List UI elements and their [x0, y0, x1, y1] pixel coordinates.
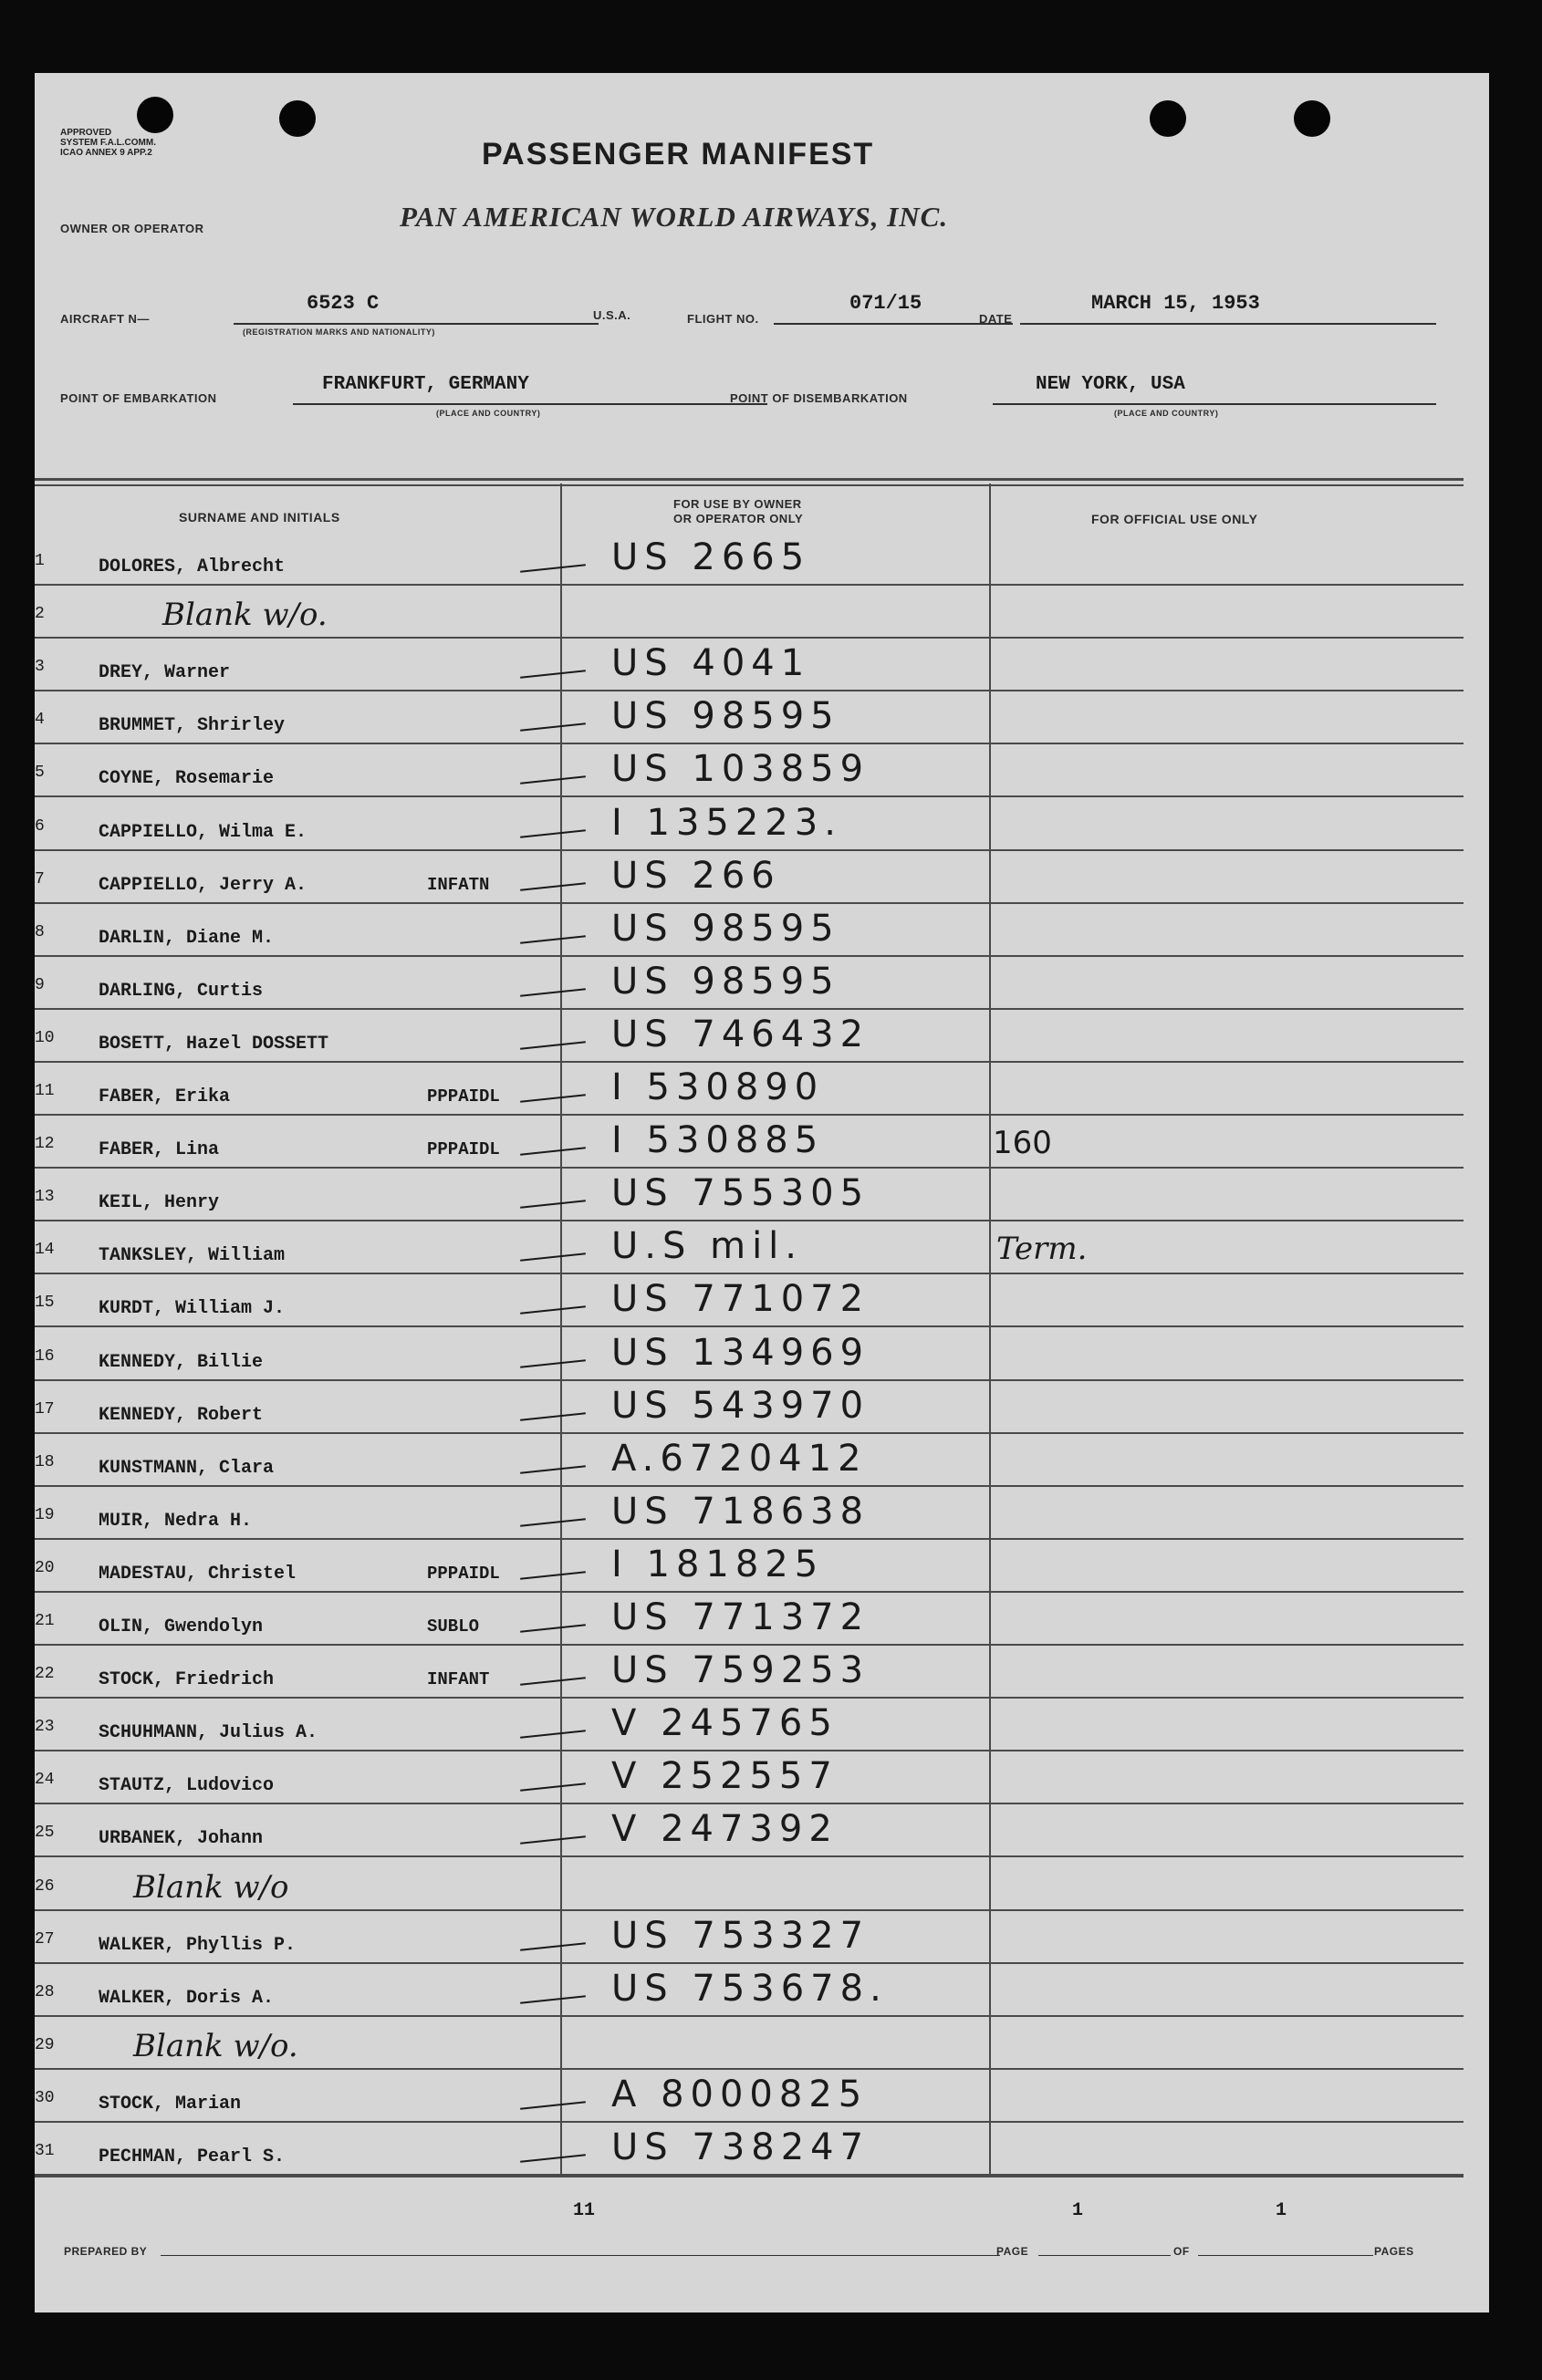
passenger-note: PPPAIDL — [427, 1086, 500, 1107]
operator-column-header: OR OPERATOR ONLY — [673, 512, 804, 525]
row-rule — [35, 690, 1464, 691]
page-underline — [1038, 2255, 1171, 2256]
passenger-name: DARLING, Curtis — [99, 981, 264, 1002]
row-number: 18 — [35, 1453, 55, 1471]
row-number: 7 — [35, 870, 45, 889]
operator-name: PAN AMERICAN WORLD AIRWAYS, INC. — [400, 201, 949, 233]
passenger-name: KURDT, William J. — [99, 1298, 286, 1319]
check-dash — [520, 670, 586, 679]
row-rule — [35, 1485, 1464, 1487]
check-dash — [520, 829, 586, 838]
embarkation-label: POINT OF EMBARKATION — [60, 391, 217, 405]
embarkation-value: FRANKFURT, GERMANY — [322, 374, 529, 395]
row-number: 26 — [35, 1877, 55, 1896]
row-rule — [35, 795, 1464, 797]
aircraft-label: AIRCRAFT N— — [60, 312, 150, 326]
row-rule — [35, 743, 1464, 744]
embarkation-caption: (PLACE AND COUNTRY) — [436, 409, 541, 418]
passenger-note: SUBLO — [427, 1616, 480, 1637]
passenger-total: 11 — [573, 2200, 596, 2221]
row-number: 24 — [35, 1771, 55, 1789]
check-dash — [520, 1412, 586, 1421]
passenger-name: DARLIN, Diane M. — [99, 928, 275, 949]
page-count: 1 — [1276, 2200, 1287, 2221]
check-dash — [520, 1571, 586, 1580]
passport-number: V 247392 — [611, 1808, 839, 1850]
row-rule — [35, 1803, 1464, 1804]
passport-number: US 755305 — [611, 1172, 870, 1214]
row-number: 14 — [35, 1241, 55, 1259]
passport-number: US 771072 — [611, 1278, 870, 1320]
date-underline — [1020, 323, 1436, 325]
passport-number: A.6720412 — [611, 1438, 868, 1480]
row-rule — [35, 1432, 1464, 1434]
row-number: 13 — [35, 1188, 55, 1206]
passenger-name: FABER, Erika — [99, 1086, 231, 1107]
passport-number: U.S mil. — [611, 1225, 804, 1267]
check-dash — [520, 1305, 586, 1315]
row-number: 19 — [35, 1506, 55, 1524]
passenger-name: BOSETT, Hazel DOSSETT — [99, 1034, 329, 1055]
row-rule — [35, 1379, 1464, 1381]
passenger-note: PPPAIDL — [427, 1139, 500, 1159]
check-dash — [520, 1942, 586, 1951]
official-column-header: FOR OFFICIAL USE ONLY — [1091, 512, 1258, 526]
row-number: 6 — [35, 817, 45, 836]
passenger-name: KENNEDY, Robert — [99, 1405, 264, 1426]
blank-annotation: Blank w/o — [133, 1869, 289, 1906]
passport-number: US 718638 — [611, 1491, 870, 1533]
passport-number: I 530890 — [611, 1066, 825, 1108]
passport-number: I 181825 — [611, 1543, 825, 1585]
row-rule — [35, 1325, 1464, 1327]
passport-number: V 252557 — [611, 1755, 839, 1797]
row-number: 31 — [35, 2142, 55, 2160]
check-dash — [520, 1995, 586, 2004]
passenger-name: CAPPIELLO, Wilma E. — [99, 822, 307, 843]
row-rule — [35, 902, 1464, 904]
check-dash — [520, 988, 586, 997]
approval-line: APPROVED — [60, 128, 112, 138]
approval-line: SYSTEM F.A.L.COMM. — [60, 138, 156, 148]
row-rule — [35, 2068, 1464, 2070]
passenger-name: SCHUHMANN, Julius A. — [99, 1722, 318, 1743]
passenger-name: OLIN, Gwendolyn — [99, 1616, 264, 1637]
row-number: 23 — [35, 1718, 55, 1736]
check-dash — [520, 1624, 586, 1633]
row-number: 5 — [35, 764, 45, 782]
passport-number: US 543970 — [611, 1385, 870, 1427]
passport-number: US 4041 — [611, 642, 811, 684]
check-dash — [520, 1782, 586, 1792]
disembarkation-caption: (PLACE AND COUNTRY) — [1114, 409, 1219, 418]
of-label: OF — [1173, 2245, 1190, 2258]
manifest-sheet — [35, 73, 1489, 2312]
table-top-rule — [35, 478, 1464, 481]
passport-number: US 759253 — [611, 1649, 870, 1691]
prepared-by-underline — [161, 2255, 1000, 2256]
flight-value: 071/15 — [849, 292, 922, 315]
passenger-name: STAUTZ, Ludovico — [99, 1775, 275, 1796]
row-number: 25 — [35, 1824, 55, 1842]
passenger-name: URBANEK, Johann — [99, 1828, 264, 1849]
flight-underline — [774, 323, 1013, 325]
row-rule — [35, 2015, 1464, 2017]
official-mark: Term. — [996, 1231, 1088, 1267]
page-label: PAGE — [996, 2245, 1029, 2258]
passport-number: I 530885 — [611, 1119, 825, 1161]
passport-number: A 8000825 — [611, 2073, 869, 2115]
passport-number: US 103859 — [611, 748, 870, 790]
passport-number: US 746432 — [611, 1013, 870, 1055]
passenger-name: MADESTAU, Christel — [99, 1564, 297, 1585]
country-label: U.S.A. — [593, 308, 631, 322]
row-rule — [35, 1750, 1464, 1751]
passport-number: US 98595 — [611, 908, 840, 950]
operator-label: OWNER OR OPERATOR — [60, 222, 204, 235]
flight-label: FLIGHT NO. — [687, 312, 759, 326]
passenger-name: CAPPIELLO, Jerry A. — [99, 875, 307, 896]
row-number: 22 — [35, 1665, 55, 1683]
date-value: MARCH 15, 1953 — [1091, 292, 1260, 315]
aircraft-underline — [234, 323, 599, 325]
passenger-name: BRUMMET, Shrirley — [99, 715, 286, 736]
column-divider — [989, 483, 991, 2176]
row-rule — [35, 2121, 1464, 2123]
passenger-name: STOCK, Marian — [99, 2094, 242, 2115]
passenger-name: KENNEDY, Billie — [99, 1352, 264, 1373]
row-number: 30 — [35, 2089, 55, 2107]
row-rule — [35, 1644, 1464, 1646]
date-label: DATE — [979, 312, 1013, 326]
check-dash — [520, 2154, 586, 2163]
check-dash — [520, 1835, 586, 1845]
row-rule — [35, 1591, 1464, 1593]
approval-line: ICAO ANNEX 9 APP.2 — [60, 148, 152, 158]
passport-number: US 98595 — [611, 695, 840, 737]
row-number: 16 — [35, 1347, 55, 1366]
row-number: 17 — [35, 1400, 55, 1419]
passenger-name: KUNSTMANN, Clara — [99, 1458, 275, 1479]
check-dash — [520, 1041, 586, 1050]
official-mark: 160 — [993, 1125, 1052, 1161]
passenger-name: FABER, Lina — [99, 1139, 220, 1160]
row-rule — [35, 1061, 1464, 1063]
row-rule — [35, 1962, 1464, 1964]
passenger-name: WALKER, Phyllis P. — [99, 1935, 297, 1956]
row-rule — [35, 1220, 1464, 1221]
passport-number: V 245765 — [611, 1702, 839, 1744]
check-dash — [520, 564, 586, 573]
page-number: 1 — [1072, 2200, 1084, 2221]
row-number: 12 — [35, 1135, 55, 1153]
row-rule — [35, 637, 1464, 639]
passenger-name: WALKER, Doris A. — [99, 1988, 275, 2009]
passenger-name: PECHMAN, Pearl S. — [99, 2146, 286, 2167]
passport-number: US 98595 — [611, 961, 840, 1003]
registration-caption: (REGISTRATION MARKS AND NATIONALITY) — [243, 327, 435, 337]
approval-stamp — [60, 128, 156, 158]
row-rule — [35, 1697, 1464, 1699]
punch-hole — [279, 100, 316, 137]
blank-annotation: Blank w/o. — [133, 2028, 298, 2064]
disembarkation-label: POINT OF DISEMBARKATION — [730, 391, 908, 405]
row-number: 8 — [35, 923, 45, 941]
row-number: 1 — [35, 552, 45, 570]
punch-hole — [1150, 100, 1186, 137]
passport-number: US 266 — [611, 855, 781, 897]
check-dash — [520, 1094, 586, 1103]
passenger-name: DREY, Warner — [99, 662, 231, 683]
passenger-name: DOLORES, Albrecht — [99, 556, 286, 577]
passport-number: US 2665 — [611, 536, 811, 578]
row-number: 4 — [35, 711, 45, 729]
row-rule — [35, 1855, 1464, 1857]
row-number: 3 — [35, 658, 45, 676]
row-rule — [35, 955, 1464, 957]
column-divider — [560, 483, 562, 2176]
row-rule — [35, 1008, 1464, 1010]
aircraft-value: 6523 C — [307, 292, 380, 315]
check-dash — [520, 775, 586, 785]
embarkation-underline — [293, 403, 767, 405]
page-title: PASSENGER MANIFEST — [482, 137, 875, 171]
row-number: 20 — [35, 1559, 55, 1577]
row-number: 27 — [35, 1930, 55, 1949]
table-bottom-rule — [35, 2176, 1464, 2177]
disembarkation-value: NEW YORK, USA — [1036, 374, 1185, 395]
row-rule — [35, 1909, 1464, 1911]
check-dash — [520, 1252, 586, 1262]
passenger-name: MUIR, Nedra H. — [99, 1511, 253, 1532]
passenger-name: KEIL, Henry — [99, 1192, 220, 1213]
blank-annotation: Blank w/o. — [162, 597, 328, 633]
row-rule — [35, 1114, 1464, 1116]
row-number: 11 — [35, 1082, 55, 1100]
passenger-note: INFATN — [427, 875, 490, 895]
check-dash — [520, 1465, 586, 1474]
passport-number: US 753327 — [611, 1915, 870, 1957]
check-dash — [520, 935, 586, 944]
operator-column-header: FOR USE BY OWNER — [673, 497, 802, 511]
row-rule — [35, 849, 1464, 851]
passport-number: US 771372 — [611, 1596, 870, 1638]
row-number: 21 — [35, 1612, 55, 1630]
row-rule — [35, 1538, 1464, 1540]
check-dash — [520, 1359, 586, 1368]
pages-underline — [1198, 2255, 1373, 2256]
passport-number: US 738247 — [611, 2126, 870, 2168]
table-top-rule — [35, 484, 1464, 486]
passenger-name: STOCK, Friedrich — [99, 1669, 275, 1690]
check-dash — [520, 882, 586, 891]
passenger-name: COYNE, Rosemarie — [99, 768, 275, 789]
surname-column-header: SURNAME AND INITIALS — [179, 510, 340, 525]
row-rule — [35, 1273, 1464, 1274]
check-dash — [520, 1730, 586, 1739]
row-number: 10 — [35, 1029, 55, 1047]
row-number: 29 — [35, 2036, 55, 2054]
row-number: 9 — [35, 976, 45, 994]
check-dash — [520, 722, 586, 732]
punch-hole — [1294, 100, 1330, 137]
row-number: 28 — [35, 1983, 55, 2001]
row-number: 2 — [35, 605, 45, 623]
passenger-note: PPPAIDL — [427, 1564, 500, 1584]
check-dash — [520, 1200, 586, 1209]
row-rule — [35, 1167, 1464, 1169]
row-rule — [35, 584, 1464, 586]
check-dash — [520, 1518, 586, 1527]
passenger-name: TANKSLEY, William — [99, 1245, 286, 1266]
disembarkation-underline — [993, 403, 1436, 405]
prepared-by-label: PREPARED BY — [64, 2245, 148, 2258]
check-dash — [520, 2101, 586, 2110]
passport-number: I 135223. — [611, 802, 842, 844]
passport-number: US 753678. — [611, 1968, 888, 2010]
passport-number: US 134969 — [611, 1332, 870, 1374]
pages-label: PAGES — [1374, 2245, 1414, 2258]
check-dash — [520, 1147, 586, 1156]
check-dash — [520, 1677, 586, 1686]
passenger-note: INFANT — [427, 1669, 490, 1689]
row-number: 15 — [35, 1294, 55, 1312]
